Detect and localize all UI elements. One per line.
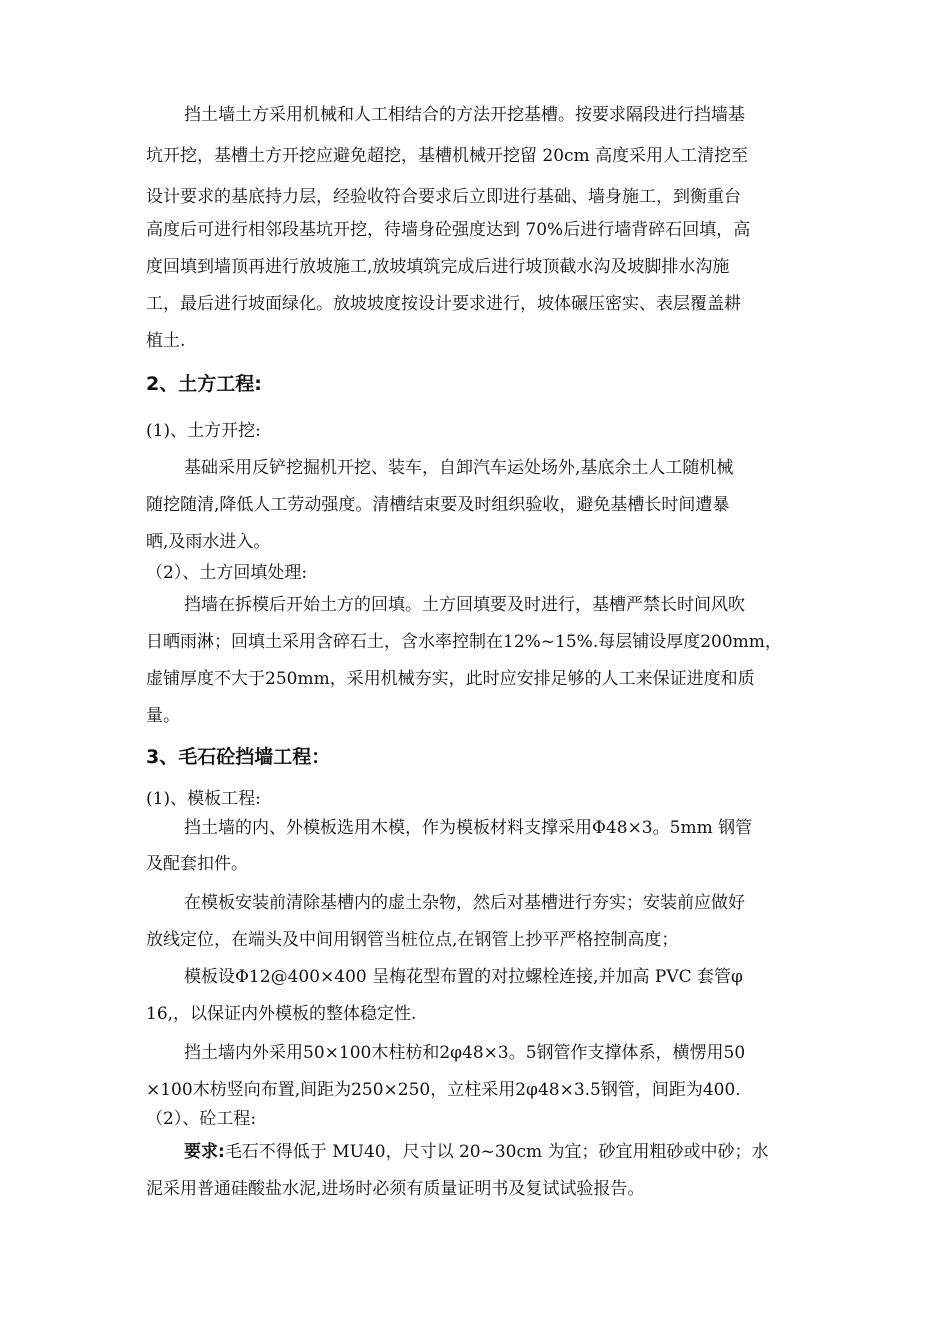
- section-2-heading: 2、土方工程:: [146, 373, 262, 395]
- section-3-sub-1-title: (1)、模板工程:: [146, 789, 261, 809]
- section-2-sub-2-title: （2）、土方回填处理:: [146, 563, 308, 583]
- section-3-sub-1-p1-line-1: 挡土墙的内、外模板选用木模，作为模板材料支撑采用Φ48×3。5mm 钢管: [184, 818, 753, 838]
- requirement-label: 要求:: [184, 1142, 225, 1162]
- section-2-sub-1-title: (1)、土方开挖:: [146, 421, 261, 441]
- intro-line-7: 植土.: [146, 331, 186, 351]
- intro-line-4: 高度后可进行相邻段基坑开挖，待墙身砼强度达到 70%后进行墙背碎石回填，高: [146, 220, 751, 240]
- intro-line-6: 工，最后进行坡面绿化。放坡坡度按设计要求进行，坡体碾压密实、表层覆盖耕: [146, 294, 741, 314]
- section-3-sub-1-p4-line-2: ×100木枋竖向布置,间距为250×250，立柱采用2φ48×3.5钢管，间距为400.: [146, 1080, 741, 1100]
- requirement-text-1: 毛石不得低于 MU40，尺寸以 20~30cm 为宜；砂宜用粗砂或中砂；水: [224, 1142, 769, 1162]
- section-2-sub-2-line-1: 挡墙在拆模后开始土方的回填。土方回填要及时进行，基槽严禁长时间风吹: [184, 595, 745, 615]
- section-2-sub-1-line-2: 随挖随清,降低人工劳动强度。清槽结束要及时组织验收，避免基槽长时间遭暴: [146, 495, 730, 515]
- section-3-sub-1-p3-line-2: 16,，以保证内外模板的整体稳定性.: [146, 1004, 417, 1024]
- intro-line-3: 设计要求的基底持力层，经验收符合要求后立即进行基础、墙身施工，到衡重台: [146, 187, 741, 207]
- section-3-sub-2-req-line-2: 泥采用普通硅酸盐水泥,进场时必须有质量证明书及复试试验报告。: [146, 1179, 645, 1199]
- section-3-sub-2-title: （2）、砼工程:: [146, 1109, 257, 1129]
- section-2-sub-1-line-3: 晒,及雨水进入。: [146, 532, 271, 552]
- section-2-sub-2-line-3: 虚铺厚度不大于250mm，采用机械夯实，此时应安排足够的人工来保证进度和质: [146, 669, 755, 689]
- section-3-sub-1-p3-line-1: 模板设Φ12@400×400 呈梅花型布置的对拉螺栓连接,并加高 PVC 套管φ: [184, 967, 743, 987]
- section-3-heading: 3、毛石砼挡墙工程：: [146, 746, 331, 768]
- section-2-sub-2-line-4: 量。: [146, 706, 180, 726]
- intro-line-1: 挡土墙土方采用机械和人工相结合的方法开挖基槽。按要求隔段进行挡墙基: [184, 105, 745, 125]
- section-3-sub-1-p2-line-1: 在模板安装前清除基槽内的虚土杂物，然后对基槽进行夯实；安装前应做好: [184, 893, 745, 913]
- section-3-sub-1-p1-line-2: 及配套扣件。: [146, 854, 248, 874]
- section-2-sub-1-line-1: 基础采用反铲挖掘机开挖、装车，自卸汽车运处场外,基底余土人工随机械: [184, 458, 734, 478]
- section-3-sub-2-req-line-1: [184, 1141, 769, 1163]
- intro-line-2: 坑开挖，基槽土方开挖应避免超挖，基槽机械开挖留 20cm 高度采用人工清挖至: [146, 146, 749, 166]
- section-2-sub-2-line-2: 日晒雨淋；回填土采用含碎石土，含水率控制在12%~15%.每层铺设厚度200mm，: [146, 632, 782, 652]
- section-3-sub-1-p2-line-2: 放线定位，在端头及中间用钢管当桩位点,在钢管上抄平严格控制高度；: [146, 930, 679, 950]
- intro-line-5: 度回填到墙顶再进行放坡施工,放坡填筑完成后进行坡顶截水沟及坡脚排水沟施: [146, 257, 730, 277]
- section-3-sub-1-p4-line-1: 挡土墙内外采用50×100木柱枋和2φ48×3。5钢管作支撑体系，横愣用50: [184, 1043, 746, 1063]
